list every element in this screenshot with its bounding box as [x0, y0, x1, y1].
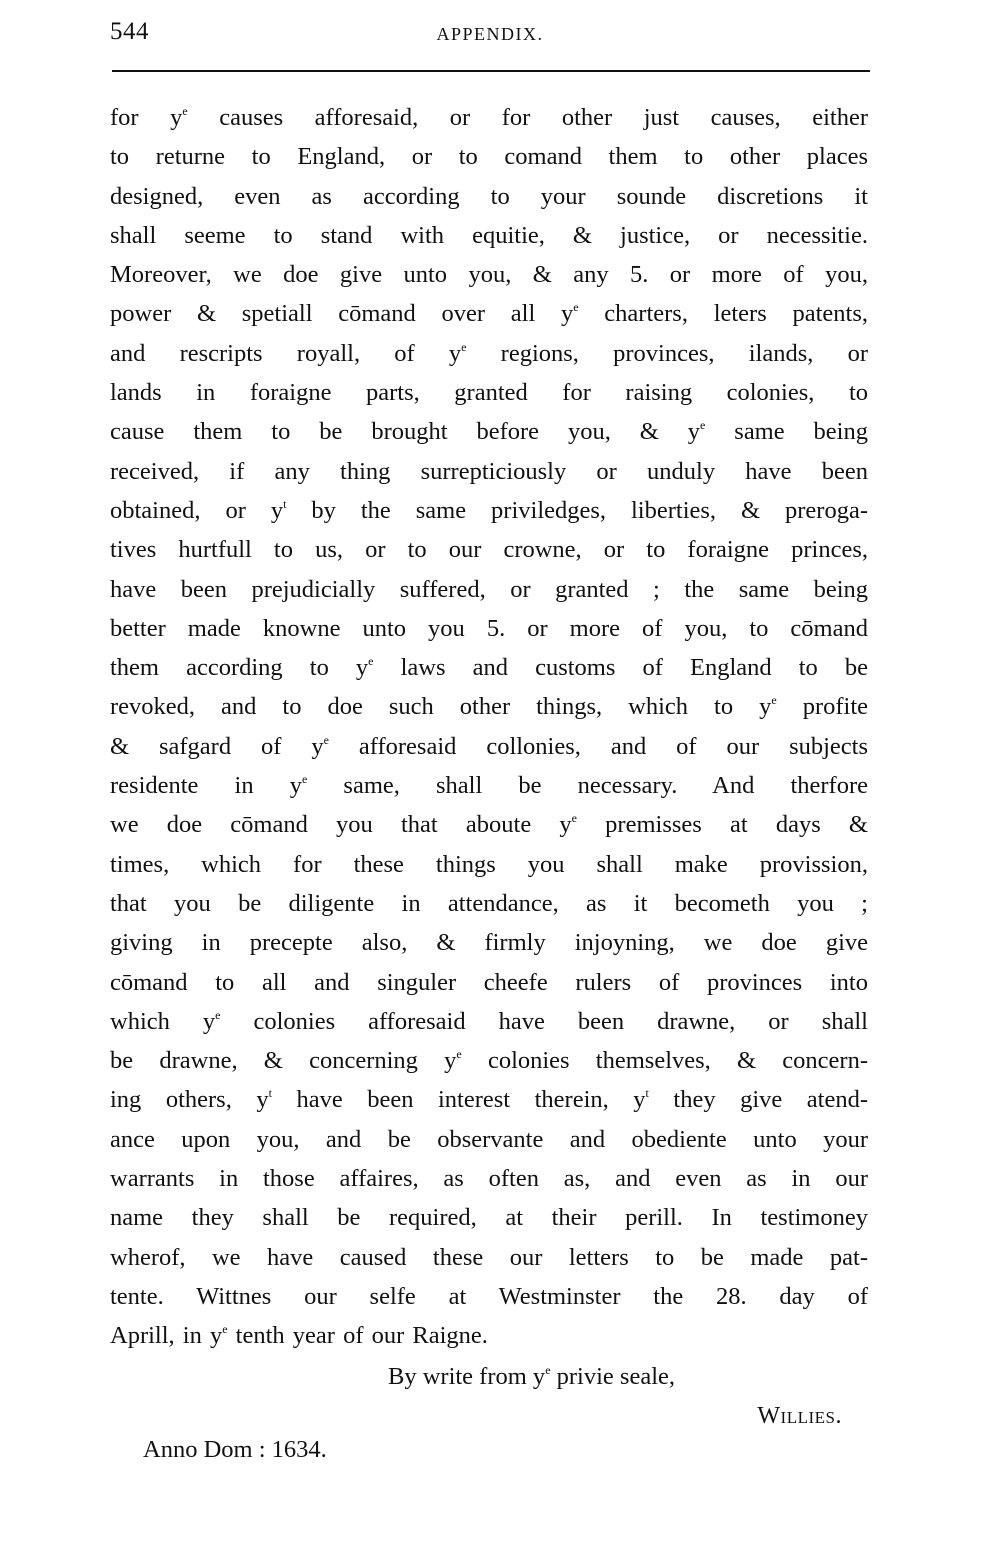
text-line: and rescripts royall, of $y^e$ regions, provinces, ilands, or — [110, 339, 868, 367]
text-line: cause them to be brought before you, & $y^e$ same being — [110, 418, 868, 446]
superscript-abbrev: e — [456, 1047, 462, 1062]
text-line: that you be diligente in attendance, as it becometh you ; — [110, 889, 868, 917]
text-line: ance upon you, and be observante and obediente unto your — [110, 1125, 868, 1153]
superscript-abbrev: e — [771, 693, 777, 708]
text-line: lands in foraigne parts, granted for raising colonies, to — [110, 379, 868, 407]
superscript-abbrev: e — [215, 1007, 221, 1022]
superscript-abbrev: e — [700, 418, 706, 433]
superscript-abbrev: e — [545, 1363, 551, 1377]
superscript-abbrev: e — [571, 811, 577, 826]
text-line: we doe cōmand you that aboute $y^e$ premisses at days & — [110, 811, 868, 839]
superscript-abbrev: t — [283, 496, 287, 511]
text-line: better made knowne unto you 5. or more of you, to cōmand — [110, 614, 868, 642]
superscript-abbrev: e — [301, 772, 308, 787]
signatory-name: Willies. — [757, 1403, 842, 1429]
text-line: giving in precepte also, & firmly injoyning, we doe give — [110, 929, 868, 957]
superscript-abbrev: t — [645, 1086, 649, 1101]
superscript-abbrev: e — [573, 300, 579, 315]
body-text — [110, 98, 868, 1356]
superscript-abbrev: e — [222, 1322, 228, 1337]
text-line: wherof, we have caused these our letters to be made pat- — [110, 1243, 868, 1271]
text-line: designed, even as according to your sounde discretions it — [110, 182, 868, 210]
text-line: revoked, and to doe such other things, which to $y^e$ profite — [110, 693, 868, 721]
text-line: residente in $y^e$ same, shall be necessary. And therfore — [110, 772, 868, 800]
text-line: ing others, $y^t$ have been interest therein, $y^t$ they give atend- — [110, 1086, 868, 1114]
text-line: times, which for these things you shall make provission, — [110, 850, 868, 878]
text-line: them according to $y^e$ laws and customs of England to be — [110, 654, 868, 682]
page-number: 544 — [110, 18, 149, 45]
text-line: cōmand to all and singuler cheefe rulers of provinces into — [110, 968, 868, 996]
superscript-abbrev: e — [323, 732, 329, 747]
text-line: tives hurtfull to us, or to our crowne, or to foraigne princes, — [110, 536, 868, 564]
superscript-abbrev: e — [461, 339, 467, 354]
text-line: which $y^e$ colonies afforesaid have been drawne, or shall — [110, 1007, 868, 1035]
date-line: Anno Dom : 1634. — [143, 1436, 327, 1463]
superscript-abbrev: t — [268, 1086, 272, 1101]
text-line: tente. Wittnes our selfe at Westminster the 28. day of — [110, 1282, 868, 1310]
text-line: be drawne, & concerning $y^e$ colonies themselves, & concern- — [110, 1047, 868, 1075]
text-line: received, if any thing surrepticiously or unduly have been — [110, 457, 868, 485]
text-line: have been prejudicially suffered, or granted ; the same being — [110, 575, 868, 603]
authority-line: By write from $y^e$ privie seale, — [388, 1363, 676, 1390]
text-line: name they shall be required, at their perill. In testimoney — [110, 1204, 868, 1232]
header-rule — [112, 70, 870, 72]
text-line: & safgard of $y^e$ afforesaid collonies, and of our subjects — [110, 732, 868, 760]
text-line: for $y^e$ causes afforesaid, or for other just causes, either — [110, 104, 868, 131]
text-line: obtained, or $y^t$ by the same priviledges, liberties, & preroga- — [110, 496, 868, 524]
text-line: power & spetiall cōmand over all $y^e$ charters, leters patents, — [110, 300, 868, 328]
running-head: APPENDIX. — [436, 24, 544, 44]
text-line: to returne to England, or to comand them to other places — [110, 143, 868, 171]
text-line: shall seeme to stand with equitie, & justice, or necessitie. — [110, 221, 868, 249]
text-line: Moreover, we doe give unto you, & any 5. or more of you, — [110, 261, 868, 289]
text-line: warrants in those affaires, as often as, and even as in our — [110, 1165, 868, 1193]
superscript-abbrev: e — [182, 104, 188, 118]
page-header — [110, 18, 870, 58]
text-line: Aprill, in $y^e$ tenth year of our Raigne. — [110, 1322, 488, 1350]
superscript-abbrev: e — [368, 654, 374, 669]
